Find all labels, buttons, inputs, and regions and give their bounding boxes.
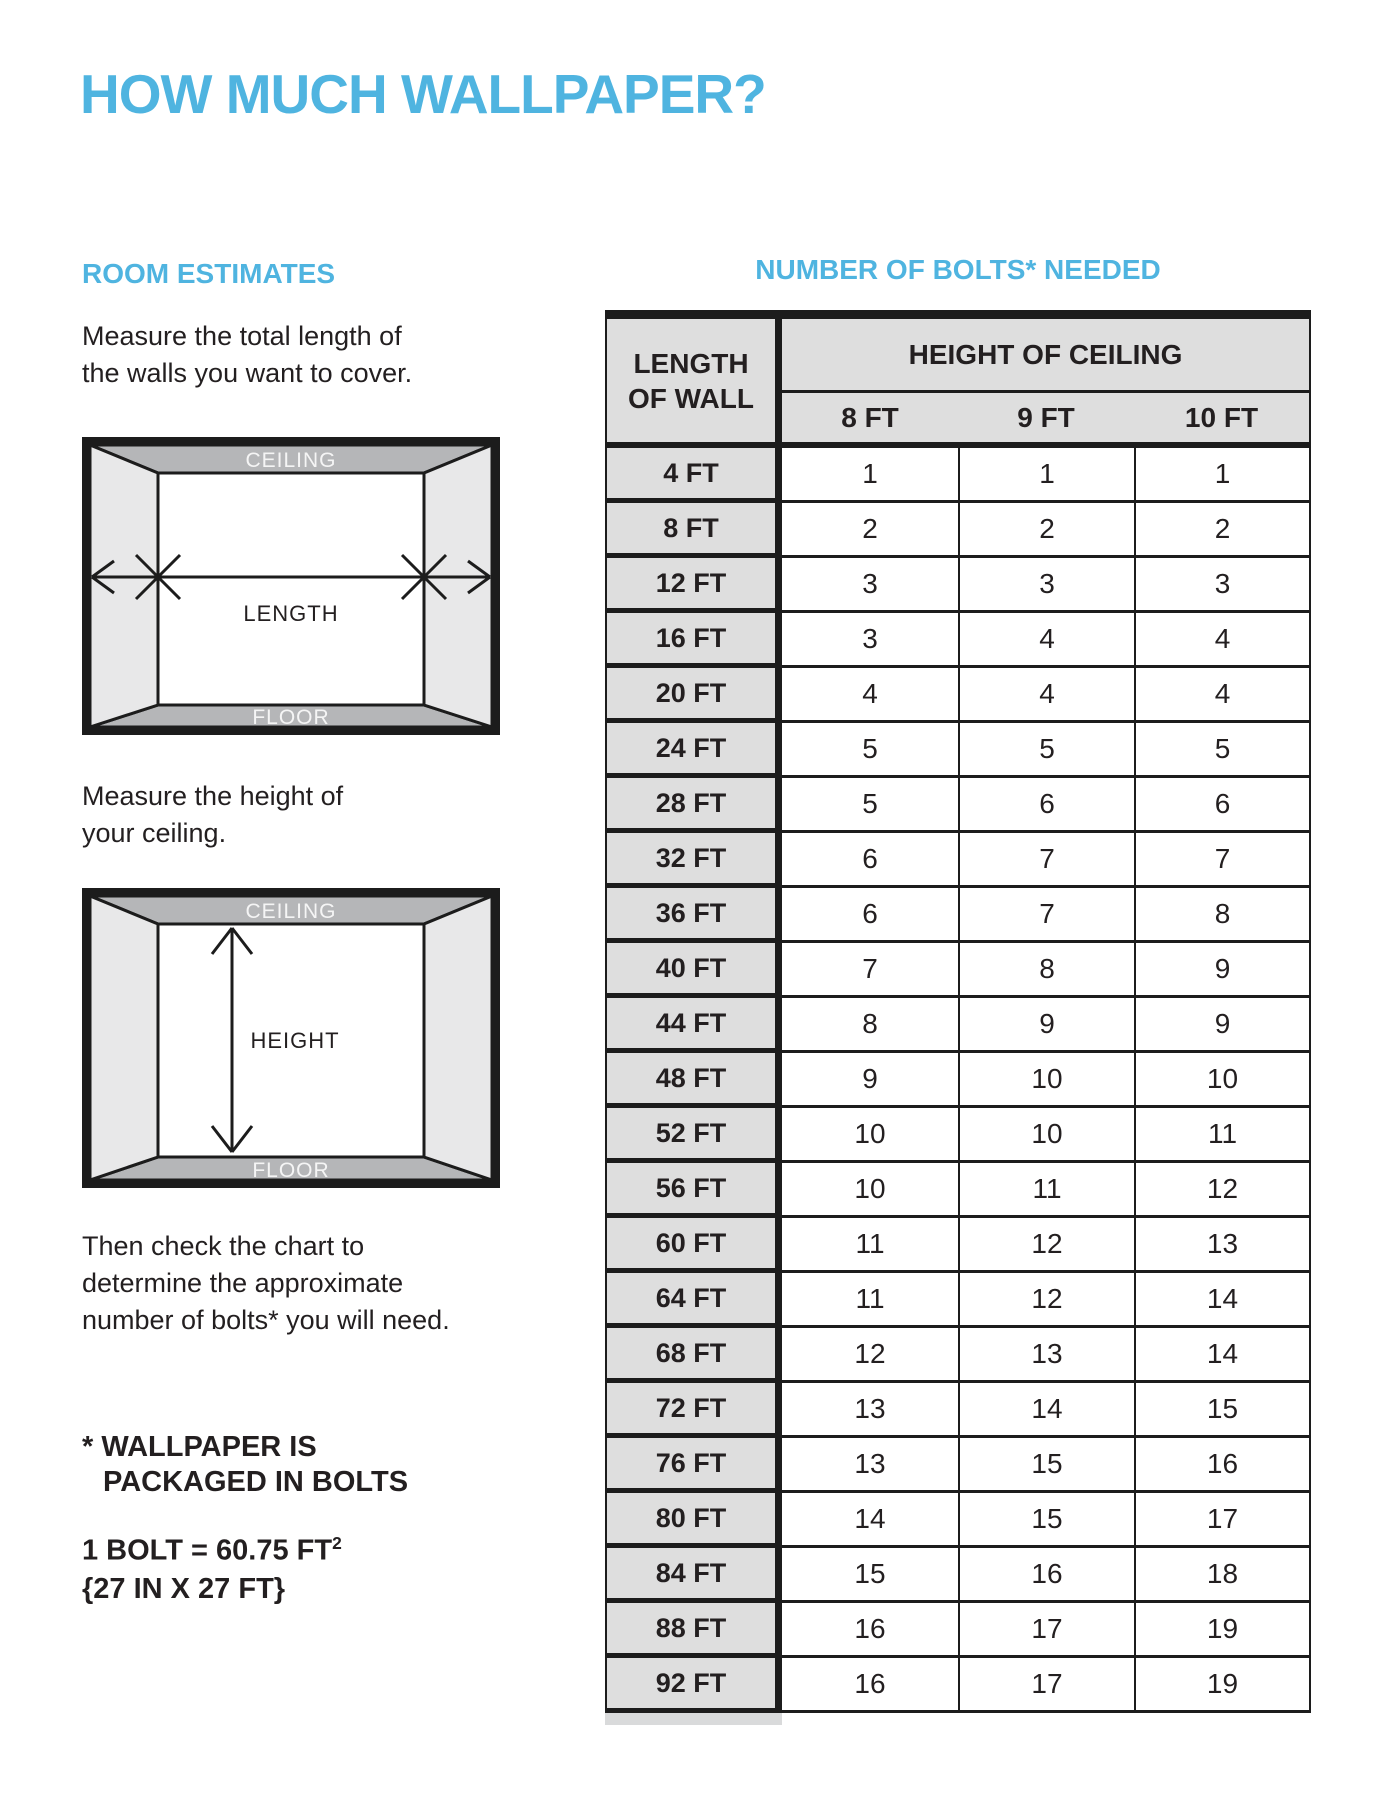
bolt-count-cell: 13 [1134,1218,1309,1273]
bolt-exponent: 2 [332,1533,342,1553]
page-title: HOW MUCH WALLPAPER? [80,63,766,125]
step3-line3: number of bolts* you will need. [82,1305,450,1335]
step3-line2: determine the approximate [82,1268,404,1298]
wall-length-cell: 80 FT [607,1493,782,1548]
bolt-count-cell: 16 [1134,1438,1309,1493]
column-header-9ft: 9 FT [958,393,1134,442]
bolt-count-cell: 2 [1134,503,1309,558]
bolt-count-cell: 6 [958,778,1134,833]
bolt-count-cell: 2 [958,503,1134,558]
bolt-count-cell: 12 [958,1273,1134,1328]
bolt-equation: 1 BOLT = 60.75 FT [82,1534,333,1567]
bolt-count-cell: 10 [958,1108,1134,1163]
bolt-count-cell: 17 [958,1603,1134,1658]
bolt-count-cell: 9 [1134,998,1309,1053]
room-estimates-heading: ROOM ESTIMATES [82,258,336,289]
bolt-count-cell: 7 [1134,833,1309,888]
bolt-equation-line [82,1524,342,1570]
bolt-count-cell: 10 [782,1163,958,1218]
bolt-count-cell: 9 [782,1053,958,1108]
bolt-count-cell: 13 [958,1328,1134,1383]
bolt-count-cell: 16 [958,1548,1134,1603]
bolt-count-cell: 3 [782,558,958,613]
bolt-count-cell: 16 [782,1658,958,1713]
bolt-count-cell: 18 [1134,1548,1309,1603]
bolt-count-cell: 8 [782,998,958,1053]
bolts-needed-heading: NUMBER OF BOLTS* NEEDED [755,254,1161,285]
room-height-diagram [82,888,500,1188]
step2-line2: your ceiling. [82,818,227,848]
bolt-count-cell: 19 [1134,1603,1309,1658]
wall-length-cell: 56 FT [607,1163,782,1218]
bolt-count-cell: 1 [1134,448,1309,503]
bolt-count-cell: 10 [958,1053,1134,1108]
bolt-count-cell: 12 [958,1218,1134,1273]
bolt-count-cell: 5 [782,778,958,833]
wall-length-cell: 20 FT [607,668,782,723]
footnote-line1: * WALLPAPER IS [82,1431,317,1463]
bolt-count-cell: 15 [958,1438,1134,1493]
room-length-diagram [82,437,500,735]
bolt-count-cell: 11 [782,1218,958,1273]
length-of-wall-header [607,319,782,442]
bolt-count-cell: 6 [782,833,958,888]
wall-length-cell: 36 FT [607,888,782,943]
bolt-count-cell: 9 [1134,943,1309,998]
wall-length-cell: 48 FT [607,1053,782,1108]
bolt-count-cell: 11 [782,1273,958,1328]
step1-line2: the walls you want to cover. [82,358,413,388]
bolts-table [605,310,1311,1713]
step1-line1: Measure the total length of [82,321,402,351]
length-label: LENGTH [243,601,339,626]
bolt-count-cell: 3 [1134,558,1309,613]
bolt-count-cell: 12 [782,1328,958,1383]
bolt-count-cell: 17 [958,1658,1134,1713]
bolt-count-cell: 4 [958,668,1134,723]
bolt-count-cell: 5 [782,723,958,778]
bolt-count-cell: 13 [782,1438,958,1493]
footnote-line2: PACKAGED IN BOLTS [103,1466,409,1498]
bolt-count-cell: 4 [958,613,1134,668]
ceiling-label: CEILING [245,449,337,472]
bolt-count-cell: 14 [1134,1273,1309,1328]
wall-length-cell: 52 FT [607,1108,782,1163]
step2-line1: Measure the height of [82,781,344,811]
ceiling-label: CEILING [245,900,337,923]
bolt-count-cell: 7 [958,888,1134,943]
bolt-count-cell: 16 [782,1603,958,1658]
right-wall-panel [424,896,492,1180]
bolt-count-cell: 4 [782,668,958,723]
bolt-count-cell: 19 [1134,1658,1309,1713]
bolt-count-cell: 4 [1134,668,1309,723]
bolt-count-cell: 1 [958,448,1134,503]
length-of-wall-line1: LENGTH [633,347,749,379]
step2-text [82,778,343,852]
bolt-count-cell: 12 [1134,1163,1309,1218]
wall-length-cell: 68 FT [607,1328,782,1383]
bolt-count-cell: 15 [782,1548,958,1603]
step3-line1: Then check the chart to [82,1231,365,1261]
wall-length-cell: 24 FT [607,723,782,778]
bolt-count-cell: 13 [782,1383,958,1438]
bolt-count-cell: 1 [782,448,958,503]
wall-length-cell: 4 FT [607,448,782,503]
wall-length-cell: 64 FT [607,1273,782,1328]
table-header [607,319,1309,448]
wall-length-cell: 88 FT [607,1603,782,1658]
length-of-wall-line2: OF WALL [628,382,754,414]
bolt-count-cell: 14 [958,1383,1134,1438]
bolt-count-cell: 7 [782,943,958,998]
left-wall-panel [90,896,158,1180]
bolt-count-cell: 14 [1134,1328,1309,1383]
wall-length-cell: 92 FT [607,1658,782,1713]
column-header-8ft: 8 FT [782,393,958,442]
step3-text [82,1228,450,1339]
height-of-ceiling-header: HEIGHT OF CEILING [782,319,1309,393]
floor-label: FLOOR [252,1159,330,1182]
wall-length-cell: 28 FT [607,778,782,833]
back-wall-panel [158,473,424,705]
floor-label: FLOOR [252,706,330,729]
wall-length-cell: 12 FT [607,558,782,613]
bolt-count-cell: 9 [958,998,1134,1053]
bolt-count-cell: 6 [1134,778,1309,833]
bolt-count-cell: 3 [782,613,958,668]
wall-length-cell: 40 FT [607,943,782,998]
bolt-count-cell: 10 [1134,1053,1309,1108]
wall-length-cell: 76 FT [607,1438,782,1493]
column-header-10ft: 10 FT [1134,393,1309,442]
bolt-count-cell: 11 [1134,1108,1309,1163]
bolt-dimensions: {27 IN X 27 FT} [82,1572,286,1605]
bolt-count-cell: 11 [958,1163,1134,1218]
wall-length-cell: 32 FT [607,833,782,888]
bolt-count-cell: 3 [958,558,1134,613]
table-body [607,448,1309,1713]
bolt-count-cell: 10 [782,1108,958,1163]
bolt-count-cell: 15 [1134,1383,1309,1438]
wall-length-cell: 44 FT [607,998,782,1053]
bolt-count-cell: 8 [958,943,1134,998]
wall-length-cell: 84 FT [607,1548,782,1603]
bolt-count-cell: 4 [1134,613,1309,668]
height-label: HEIGHT [250,1028,340,1053]
wall-length-cell: 16 FT [607,613,782,668]
table-left-column-stub [605,1713,782,1725]
bolt-count-cell: 15 [958,1493,1134,1548]
bolt-count-cell: 2 [782,503,958,558]
bolt-count-cell: 14 [782,1493,958,1548]
bolt-count-cell: 5 [958,723,1134,778]
bolt-count-cell: 6 [782,888,958,943]
bolt-count-cell: 17 [1134,1493,1309,1548]
bolt-count-cell: 5 [1134,723,1309,778]
wall-length-cell: 8 FT [607,503,782,558]
bolt-count-cell: 7 [958,833,1134,888]
bolt-size-info [82,1524,342,1608]
wall-length-cell: 72 FT [607,1383,782,1438]
wall-length-cell: 60 FT [607,1218,782,1273]
bolts-footnote [82,1430,408,1500]
step1-text [82,318,412,392]
bolt-count-cell: 8 [1134,888,1309,943]
